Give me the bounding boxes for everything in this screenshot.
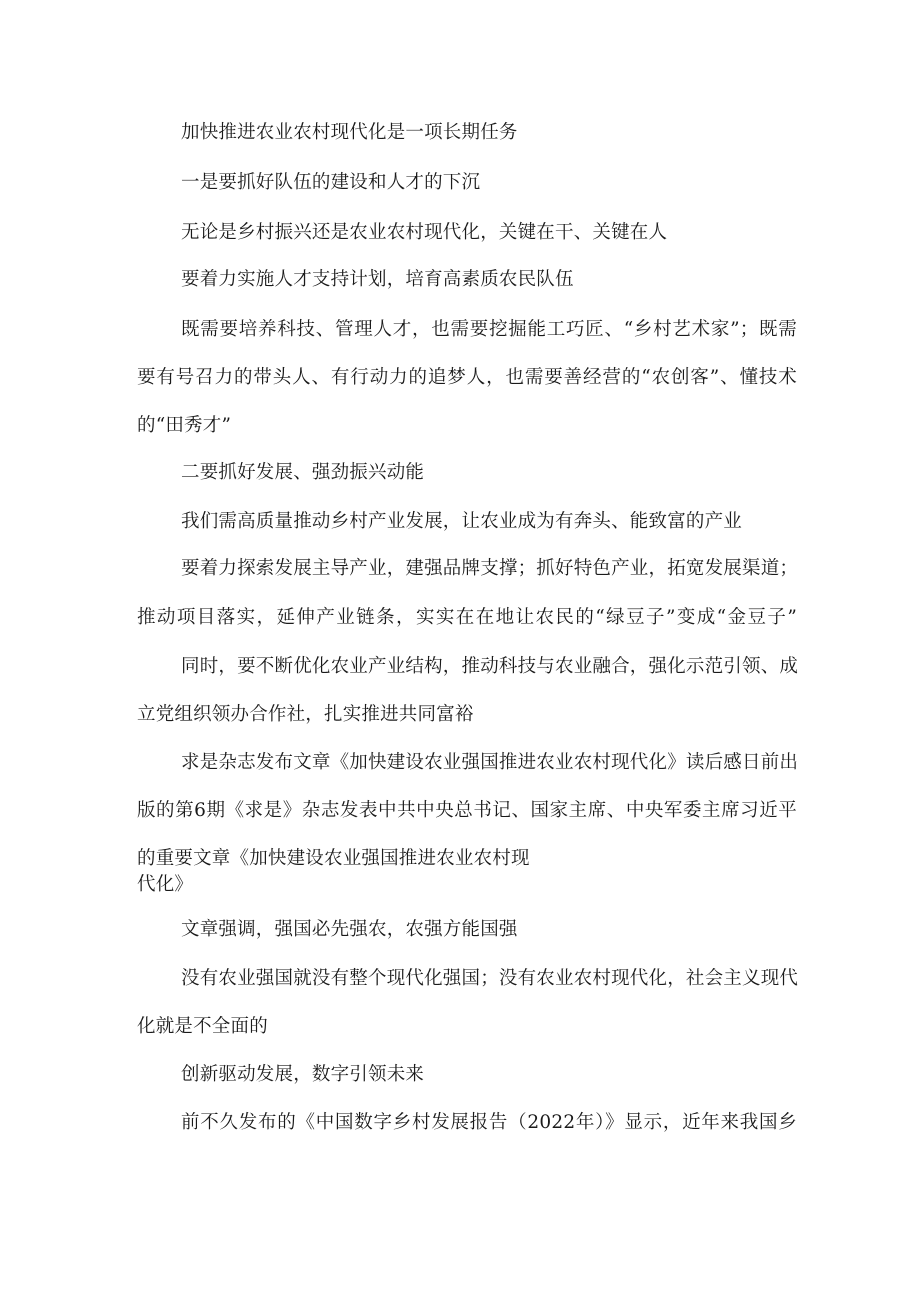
paragraph-heading: 一是要抓好队伍的建设和人才的下沉 xyxy=(181,172,481,193)
paragraph-text: 的重要文章《加快建设农业强国推进农业农村现 xyxy=(137,848,530,869)
paragraph-text: 无论是乡村振兴还是农业农村现代化，关键在干、关键在人 xyxy=(181,222,668,243)
paragraph-heading: 加快推进农业农村现代化是一项长期任务 xyxy=(181,122,518,143)
paragraph-text: 既需要培养科技、管理人才，也需要挖掘能工巧匠、“乡村艺术家”；既需 xyxy=(181,319,797,340)
paragraph-text: 要着力实施人才支持计划，培育高素质农民队伍 xyxy=(181,269,574,290)
paragraph-text: 没有农业强国就没有整个现代化强国；没有农业农村现代化，社会主义现代 xyxy=(181,968,799,989)
paragraph-text: 要有号召力的带头人、有行动力的追梦人，也需要善经营的“农创客”、懂技术 xyxy=(137,367,797,388)
paragraph-text: 推动项目落实，延伸产业链条，实实在在地让农民的“绿豆子”变成“金豆子” xyxy=(137,607,797,628)
paragraph-text: 同时，要不断优化农业产业结构，推动科技与农业融合，强化示范引领、成 xyxy=(181,656,799,677)
paragraph-text: 我们需高质量推动乡村产业发展，让农业成为有奔头、能致富的产业 xyxy=(181,511,743,532)
paragraph-text: 求是杂志发布文章《加快建设农业强国推进农业农村现代化》读后感日前出 xyxy=(181,752,799,773)
paragraph-text: 代化》 xyxy=(137,874,194,895)
paragraph-heading: 二要抓好发展、强劲振兴动能 xyxy=(181,462,425,483)
paragraph-text: 立党组织领办合作社，扎实推进共同富裕 xyxy=(137,704,474,725)
paragraph-text: 版的第6期《求是》杂志发表中共中央总书记、国家主席、中央军委主席习近平 xyxy=(137,800,797,821)
paragraph-text: 的“田秀才” xyxy=(137,415,232,436)
paragraph-text: 化就是不全面的 xyxy=(137,1016,268,1037)
paragraph-heading: 创新驱动发展，数字引领未来 xyxy=(181,1064,425,1085)
paragraph-text: 前不久发布的《中国数字乡村发展报告（2022年）》显示，近年来我国乡 xyxy=(181,1112,797,1133)
paragraph-heading: 文章强调，强国必先强农，农强方能国强 xyxy=(181,919,518,940)
paragraph-text: 要着力探索发展主导产业，建强品牌支撑；抓好特色产业，拓宽发展渠道； xyxy=(181,558,799,579)
